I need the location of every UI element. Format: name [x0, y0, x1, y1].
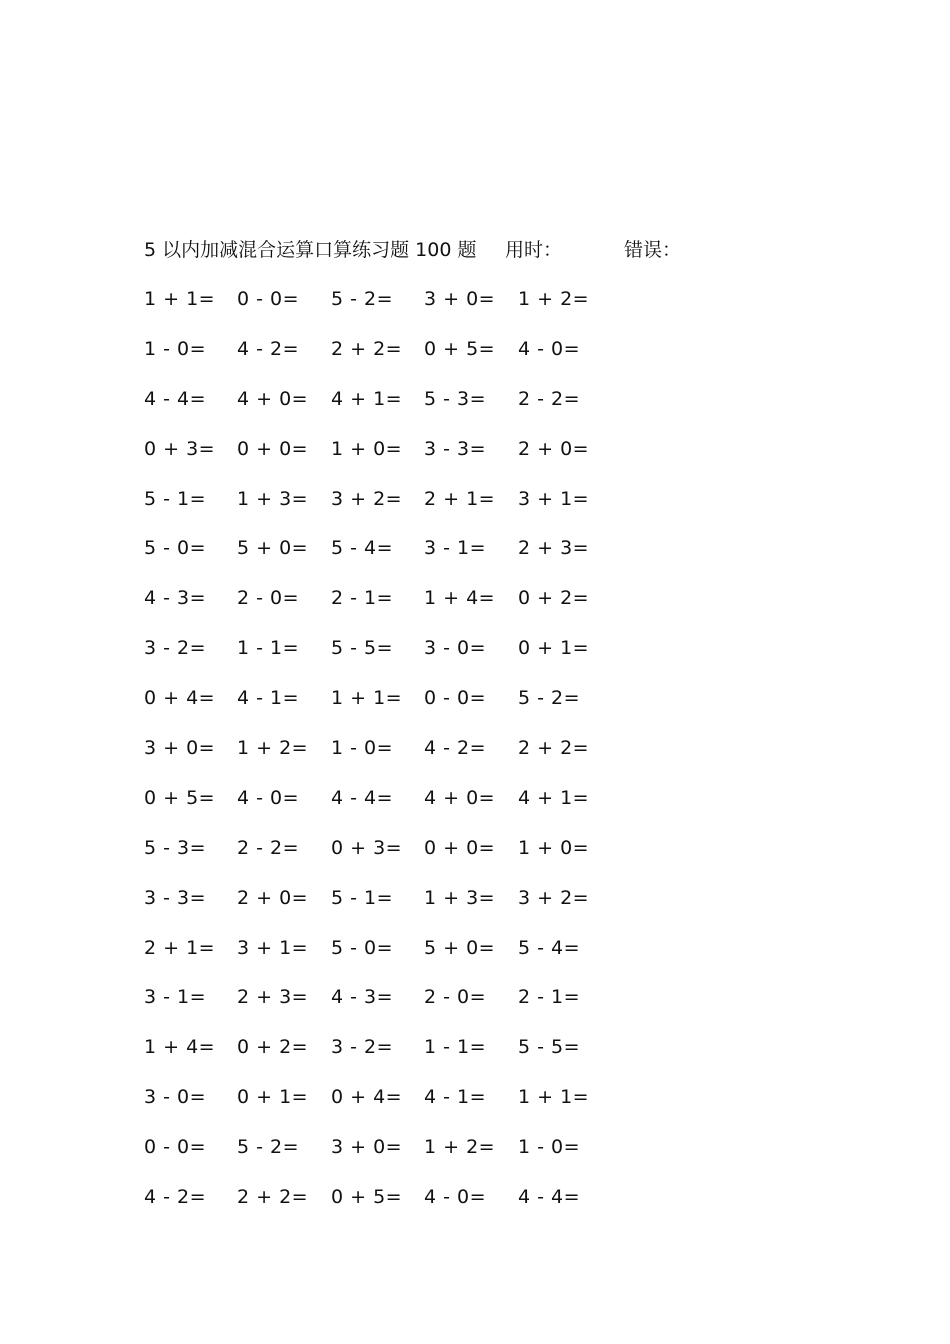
math-problem: 0 - 0= [144, 1136, 207, 1159]
math-problem: 2 - 1= [518, 986, 581, 1009]
math-problem: 1 + 3= [424, 886, 496, 909]
math-problem: 0 - 0= [237, 288, 300, 310]
problem-row [144, 635, 614, 685]
math-problem: 0 + 5= [144, 786, 216, 809]
math-problem: 3 + 2= [518, 886, 590, 909]
math-problem: 0 + 4= [331, 1086, 403, 1109]
math-problem: 3 - 3= [424, 437, 487, 460]
math-problem: 5 - 2= [331, 288, 394, 310]
math-problem: 2 + 2= [518, 737, 590, 760]
math-problem: 2 - 0= [424, 986, 487, 1009]
math-problem: 0 + 2= [518, 587, 590, 610]
math-problem: 0 + 5= [331, 1186, 403, 1209]
math-problem: 1 + 1= [518, 1086, 590, 1109]
math-problem: 4 - 2= [144, 1186, 207, 1209]
problem-row [144, 1084, 614, 1134]
math-problem: 2 + 1= [424, 487, 496, 510]
problem-row [144, 835, 614, 885]
math-problem: 3 + 0= [144, 737, 216, 760]
problem-row [144, 1034, 614, 1084]
math-problem: 1 - 0= [144, 337, 207, 360]
math-problem: 4 - 3= [331, 986, 394, 1009]
math-problem: 0 + 1= [518, 637, 590, 660]
math-problem: 4 + 0= [424, 786, 496, 809]
problem-row [144, 1134, 614, 1184]
problem-row [144, 785, 614, 835]
worksheet-header [144, 236, 844, 264]
math-problem: 2 + 0= [518, 437, 590, 460]
math-problem: 5 - 4= [331, 537, 394, 560]
math-problem: 3 + 0= [331, 1136, 403, 1159]
math-problem: 5 - 3= [144, 836, 207, 859]
math-problem: 3 + 1= [237, 936, 309, 959]
math-problem: 4 - 4= [144, 387, 207, 410]
problem-row [144, 1184, 614, 1234]
math-problem: 5 - 1= [144, 487, 207, 510]
math-problem: 0 + 4= [144, 687, 216, 710]
math-problem: 1 + 0= [331, 437, 403, 460]
math-problem: 2 + 3= [518, 537, 590, 560]
problem-row [144, 535, 614, 585]
math-problem: 1 + 4= [144, 1036, 216, 1059]
math-problem: 3 + 2= [331, 487, 403, 510]
math-problem: 3 - 3= [144, 886, 207, 909]
problem-row [144, 735, 614, 785]
math-problem: 1 + 0= [518, 836, 590, 859]
math-problem: 1 + 1= [144, 288, 216, 310]
math-problem: 5 - 2= [237, 1136, 300, 1159]
math-problem: 0 + 0= [237, 437, 309, 460]
math-problem: 4 - 1= [237, 687, 300, 710]
math-problem: 3 + 1= [518, 487, 590, 510]
math-problem: 1 - 1= [424, 1036, 487, 1059]
math-problem: 2 + 2= [237, 1186, 309, 1209]
math-problem: 4 - 0= [424, 1186, 487, 1209]
math-problem: 1 + 2= [424, 1136, 496, 1159]
math-problem: 2 + 0= [237, 886, 309, 909]
math-problem: 2 + 1= [144, 936, 216, 959]
math-problem: 5 - 1= [331, 886, 394, 909]
math-problem: 1 + 2= [518, 288, 590, 310]
math-problem: 3 - 1= [144, 986, 207, 1009]
math-problem: 5 - 4= [518, 936, 581, 959]
math-problem: 1 - 0= [331, 737, 394, 760]
math-problem: 1 + 4= [424, 587, 496, 610]
math-problem: 4 - 2= [237, 337, 300, 360]
math-problem: 2 + 3= [237, 986, 309, 1009]
math-problem: 0 + 1= [237, 1086, 309, 1109]
problem-row [144, 885, 614, 935]
math-problem: 5 - 5= [518, 1036, 581, 1059]
math-problem: 1 + 1= [331, 687, 403, 710]
math-problem: 5 - 0= [144, 537, 207, 560]
math-problem: 3 - 1= [424, 537, 487, 560]
math-problem: 3 - 2= [331, 1036, 394, 1059]
math-problem: 3 - 0= [144, 1086, 207, 1109]
math-problem: 0 + 5= [424, 337, 496, 360]
problem-row [144, 685, 614, 735]
math-problem: 4 - 1= [424, 1086, 487, 1109]
math-problem: 5 - 2= [518, 687, 581, 710]
time-label: 用时： [505, 239, 563, 261]
math-problem: 1 + 2= [237, 737, 309, 760]
math-problem: 2 + 2= [331, 337, 403, 360]
math-problem: 4 - 4= [518, 1186, 581, 1209]
math-problem: 2 - 2= [237, 836, 300, 859]
problem-row [144, 984, 614, 1034]
math-problem: 4 + 0= [237, 387, 309, 410]
math-problem: 2 - 1= [331, 587, 394, 610]
worksheet-title: 5 以内加减混合运算口算练习题 100 题 [144, 239, 477, 261]
math-problem: 4 - 2= [424, 737, 487, 760]
math-problem: 5 - 0= [331, 936, 394, 959]
problem-row [144, 486, 614, 536]
math-problem: 0 + 2= [237, 1036, 309, 1059]
math-problem: 0 - 0= [424, 687, 487, 710]
problem-row [144, 436, 614, 486]
problem-row [144, 386, 614, 436]
math-problem: 3 + 0= [424, 288, 496, 310]
math-problem: 4 - 0= [237, 786, 300, 809]
math-problem: 1 - 0= [518, 1136, 581, 1159]
math-problem: 5 - 3= [424, 387, 487, 410]
errors-label: 错误： [624, 239, 682, 261]
math-problem: 1 - 1= [237, 637, 300, 660]
math-problem: 5 + 0= [237, 537, 309, 560]
math-problem: 4 - 0= [518, 337, 581, 360]
problem-grid [144, 286, 614, 1234]
math-problem: 2 - 2= [518, 387, 581, 410]
math-problem: 4 + 1= [331, 387, 403, 410]
math-problem: 2 - 0= [237, 587, 300, 610]
math-problem: 5 - 5= [331, 637, 394, 660]
math-problem: 5 + 0= [424, 936, 496, 959]
math-problem: 4 - 3= [144, 587, 207, 610]
math-problem: 4 + 1= [518, 786, 590, 809]
problem-row [144, 336, 614, 386]
math-problem: 3 - 2= [144, 637, 207, 660]
problem-row [144, 585, 614, 635]
problem-row [144, 935, 614, 985]
math-problem: 4 - 4= [331, 786, 394, 809]
problem-row [144, 286, 614, 336]
math-problem: 0 + 0= [424, 836, 496, 859]
math-problem: 1 + 3= [237, 487, 309, 510]
math-problem: 0 + 3= [331, 836, 403, 859]
math-problem: 0 + 3= [144, 437, 216, 460]
math-problem: 3 - 0= [424, 637, 487, 660]
